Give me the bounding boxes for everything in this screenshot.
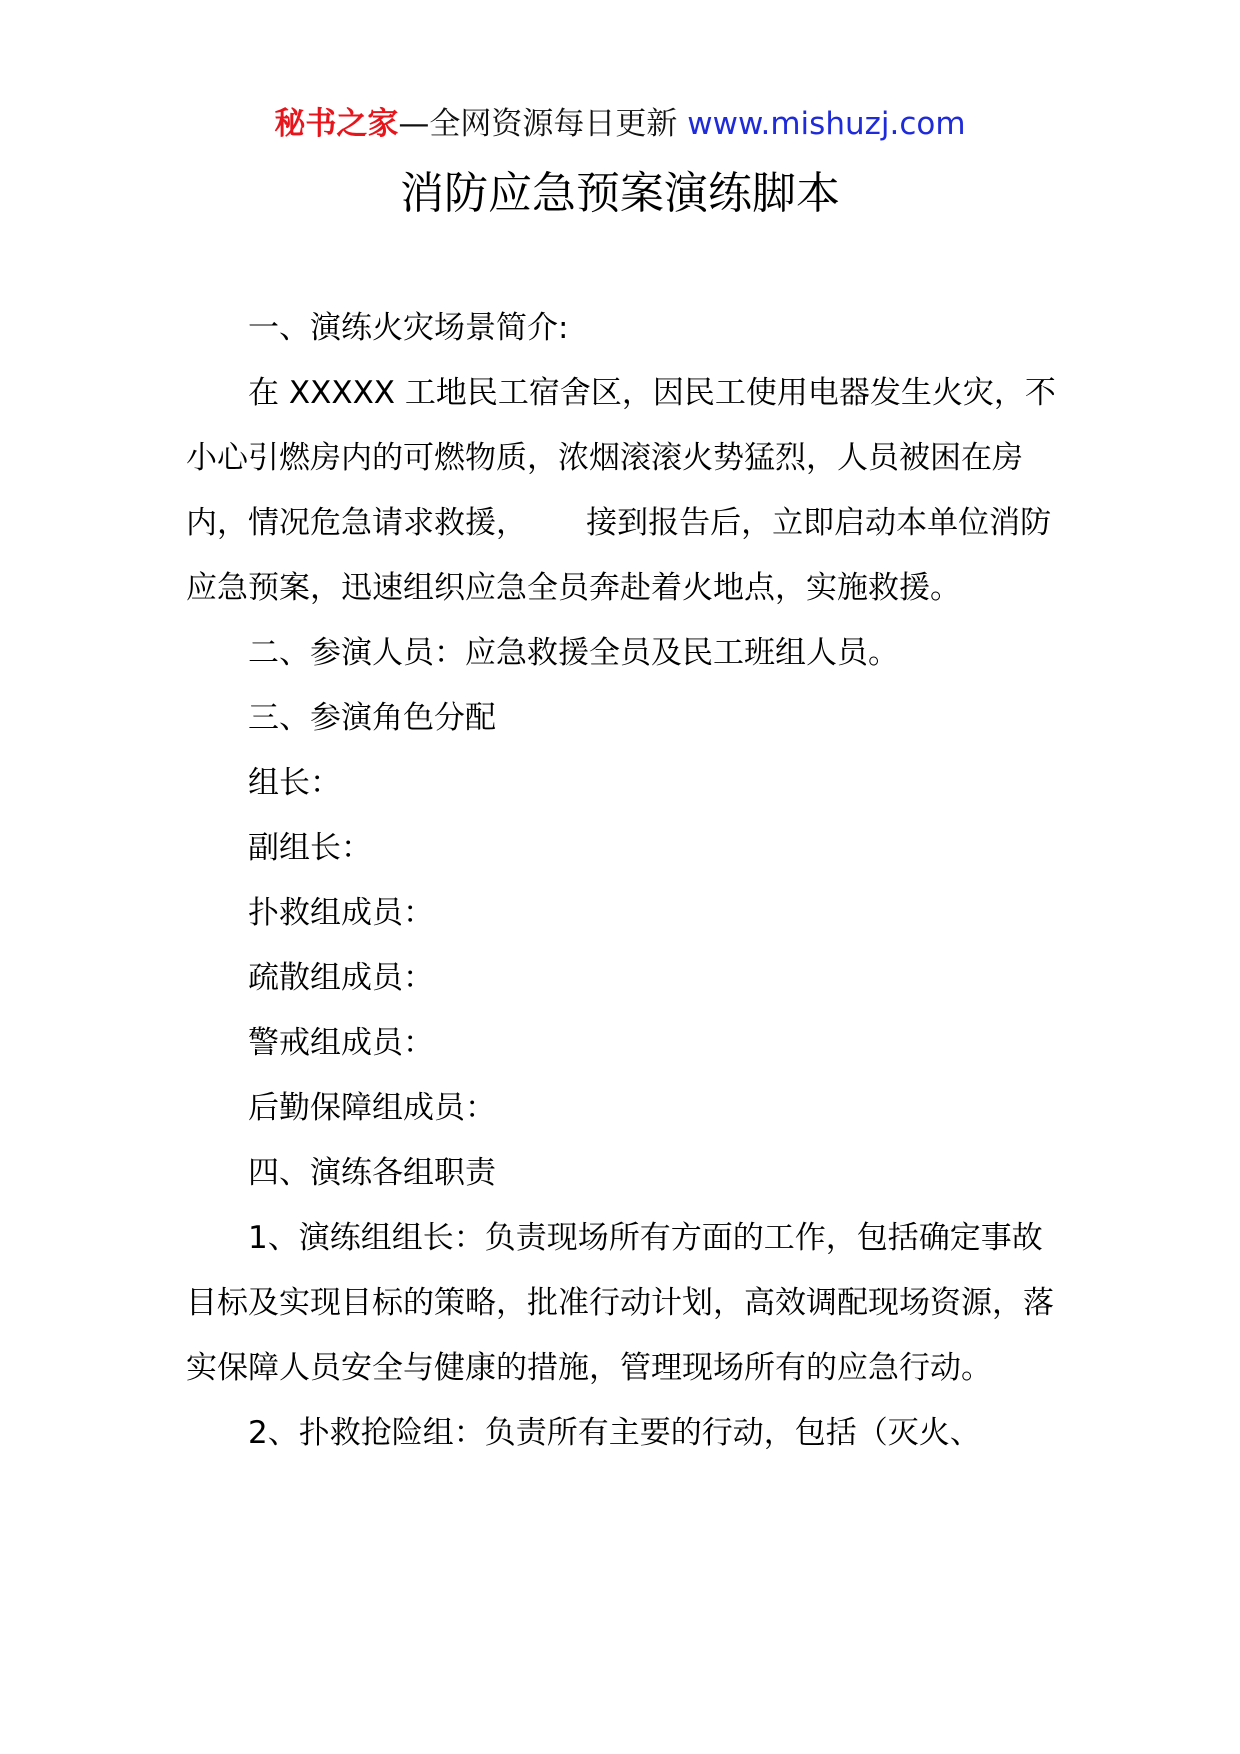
header-tagline: —全网资源每日更新 bbox=[398, 106, 688, 142]
site-url-link[interactable]: www.mishuzj.com bbox=[687, 106, 966, 142]
site-header bbox=[0, 100, 1240, 148]
brand-name: 秘书之家 bbox=[274, 106, 399, 142]
role-leader: 组长： bbox=[248, 765, 341, 801]
duty-item-1: 1、演练组组长：负责现场所有方面的工作，包括确定事故目标及实现目标的策略，批准行动计划，高效调配现场资源，落实保障人员安全与健康的措施，管理现场所有的应急行动。 bbox=[186, 1220, 1054, 1386]
document-body bbox=[186, 296, 1056, 1466]
section-heading-3: 三、参演角色分配 bbox=[248, 700, 496, 736]
role-logistics-team: 后勤保障组成员： bbox=[248, 1090, 496, 1126]
duty-item-2: 2、扑救抢险组：负责所有主要的行动，包括（灭火、 bbox=[248, 1415, 981, 1451]
role-guard-team: 警戒组成员： bbox=[248, 1025, 434, 1061]
role-evacuation-team: 疏散组成员： bbox=[248, 960, 434, 996]
section-heading-1: 一、演练火灾场景简介: bbox=[248, 310, 569, 346]
role-deputy-leader: 副组长： bbox=[248, 830, 372, 866]
section-heading-2: 二、参演人员：应急救援全员及民工班组人员。 bbox=[248, 635, 899, 671]
paragraph-scenario: 在 XXXXX 工地民工宿舍区，因民工使用电器发生火灾，不小心引燃房内的可燃物质，浓烟滚滚火势猛烈，人员被困在房内，情况危急请求救援， 接到报告后，立即启动本单位消防应急预案，迅速组织应急全员奔赴着火地点，实施救援。 bbox=[186, 375, 1056, 606]
role-firefighting-team: 扑救组成员： bbox=[248, 895, 434, 931]
document-title: 消防应急预案演练脚本 bbox=[400, 168, 840, 219]
section-heading-4: 四、演练各组职责 bbox=[248, 1155, 496, 1191]
